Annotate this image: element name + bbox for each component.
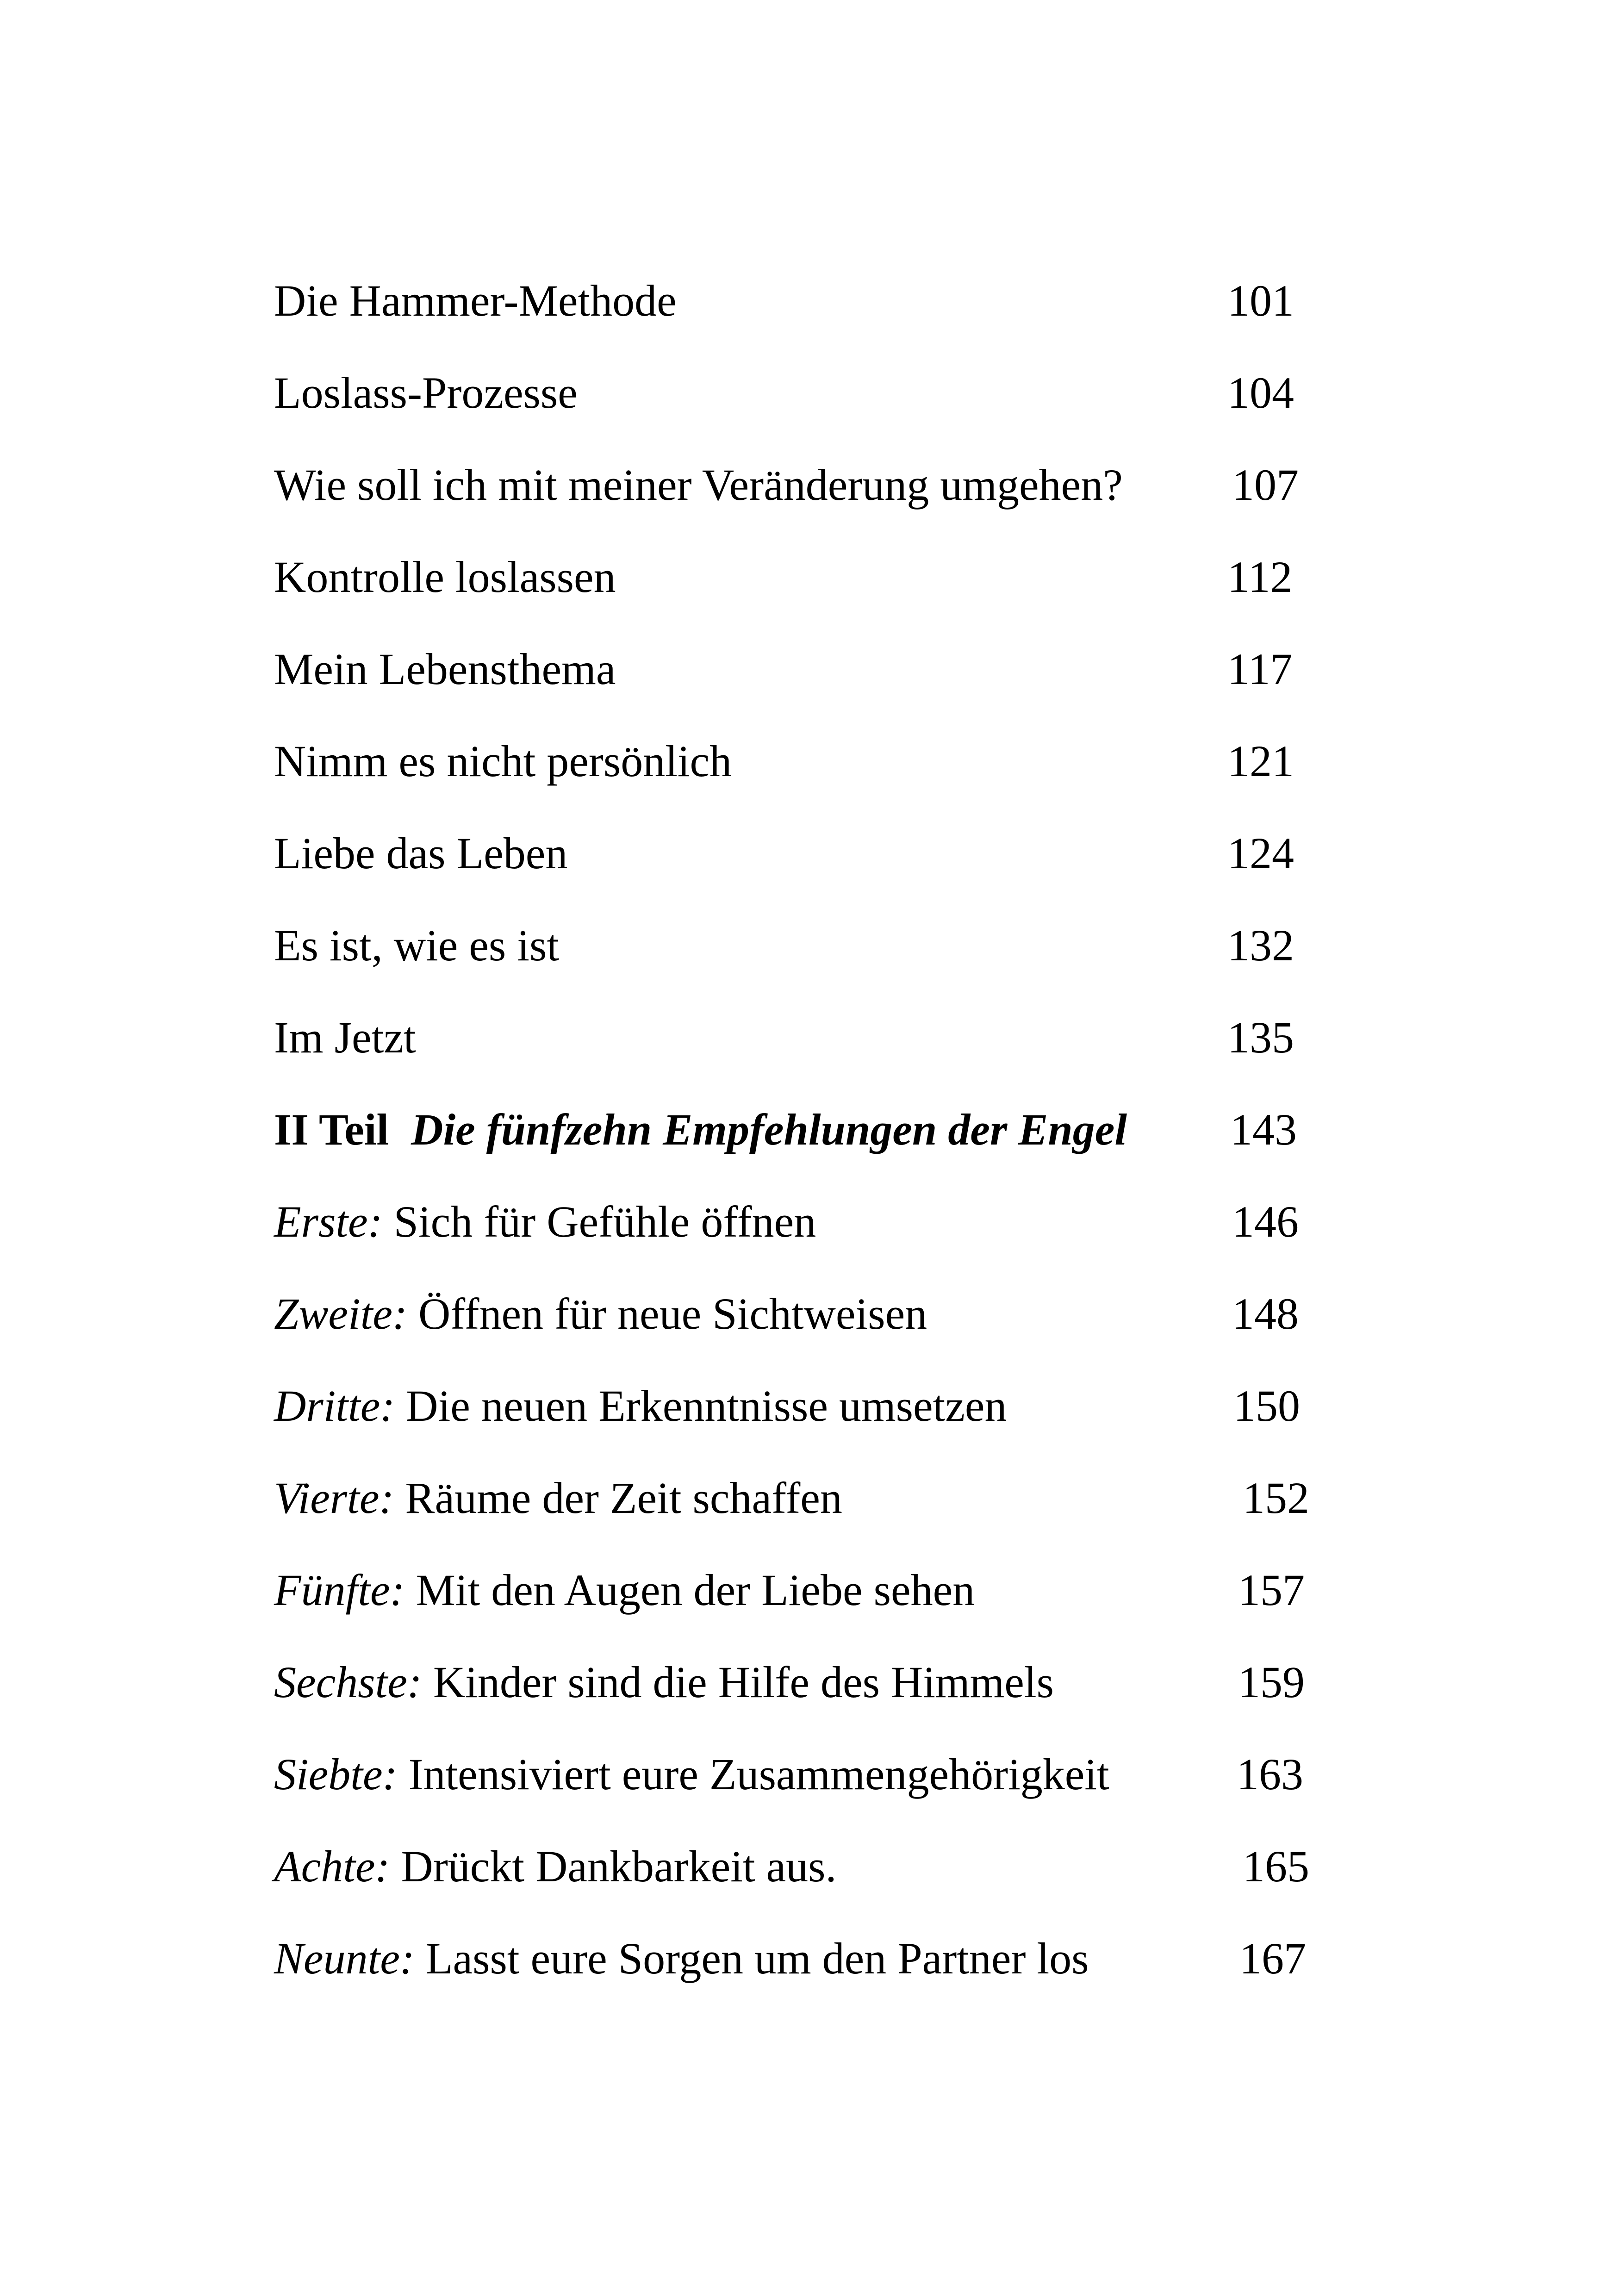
toc-entry	[0, 1360, 1618, 1452]
entry-text	[274, 1360, 1007, 1452]
page-number: 143	[1230, 1105, 1297, 1154]
entry-title: Liebe das Leben	[274, 828, 568, 878]
entry-title: Nimm es nicht persönlich	[274, 736, 732, 786]
toc-entry	[0, 347, 1618, 439]
entry-title: Sich für Gefühle öffnen	[393, 1197, 816, 1246]
toc-entry	[0, 255, 1618, 347]
entry-title: Mein Lebensthema	[274, 644, 616, 694]
page-number: 101	[1227, 276, 1294, 325]
ordinal-label: Neunte:	[274, 1934, 415, 1983]
part-label: II Teil	[274, 1105, 389, 1154]
entry-title: Lasst eure Sorgen um den Partner los	[425, 1934, 1089, 1983]
entry-text	[274, 1912, 1089, 2005]
entry-title: Im Jetzt	[274, 1013, 416, 1062]
toc-entry	[0, 991, 1618, 1084]
ordinal-label: Achte:	[274, 1842, 390, 1891]
page-number: 150	[1233, 1381, 1300, 1431]
toc-entry	[0, 1636, 1618, 1729]
entry-text	[274, 1820, 837, 1913]
ordinal-label: Zweite:	[274, 1289, 407, 1338]
toc-entry	[0, 1820, 1618, 1913]
entry-title: Mit den Augen der Liebe sehen	[416, 1565, 975, 1615]
page-number: 104	[1227, 368, 1294, 417]
page-number: 132	[1227, 921, 1294, 970]
part-heading-text	[274, 1083, 1127, 1176]
entry-title: Kinder sind die Hilfe des Himmels	[433, 1657, 1054, 1707]
toc-entry	[0, 899, 1618, 992]
entry-title: Loslass-Prozesse	[274, 368, 578, 417]
toc-entry	[0, 439, 1618, 531]
entry-title: Die neuen Erkenntnisse umsetzen	[406, 1381, 1007, 1431]
toc-entry	[0, 1912, 1618, 2005]
page-number: 157	[1238, 1565, 1305, 1615]
entry-title: Intensiviert eure Zusammengehörigkeit	[408, 1749, 1109, 1799]
entry-title: Die Hammer-Methode	[274, 276, 677, 325]
entry-title: Es ist, wie es ist	[274, 921, 559, 970]
toc-entry	[0, 531, 1618, 623]
page-number: 159	[1238, 1657, 1305, 1707]
part-heading	[0, 1083, 1618, 1176]
entry-title: Räume der Zeit schaffen	[405, 1473, 842, 1523]
page-number: 167	[1239, 1934, 1306, 1983]
page-number: 163	[1237, 1749, 1303, 1799]
entry-text	[274, 1176, 816, 1268]
entry-text	[274, 1452, 842, 1544]
page-number: 124	[1227, 828, 1294, 878]
page-number: 107	[1232, 460, 1299, 510]
entry-title: Öffnen für neue Sichtweisen	[418, 1289, 927, 1338]
entry-text	[274, 1268, 927, 1360]
toc-entry	[0, 1452, 1618, 1544]
page-number: 112	[1227, 552, 1293, 602]
part-title: Die fünfzehn Empfehlungen der Engel	[411, 1105, 1127, 1154]
toc-entry	[0, 1544, 1618, 1636]
entry-text	[274, 1636, 1054, 1729]
page-number: 148	[1232, 1289, 1299, 1338]
page-number: 135	[1227, 1013, 1294, 1062]
toc-entry	[0, 807, 1618, 900]
page-number: 121	[1227, 736, 1294, 786]
page-number: 117	[1227, 644, 1293, 694]
toc-entry	[0, 1728, 1618, 1821]
toc-entry	[0, 1176, 1618, 1268]
entry-title: Drückt Dankbarkeit aus.	[401, 1842, 837, 1891]
entry-title: Wie soll ich mit meiner Veränderung umgehen?	[274, 460, 1123, 510]
page-number: 165	[1243, 1842, 1309, 1891]
ordinal-label: Sechste:	[274, 1657, 422, 1707]
ordinal-label: Siebte:	[274, 1749, 398, 1799]
entry-title: Kontrolle loslassen	[274, 552, 616, 602]
toc-entry	[0, 715, 1618, 808]
ordinal-label: Erste:	[274, 1197, 383, 1246]
ordinal-label: Dritte:	[274, 1381, 395, 1431]
ordinal-label: Fünfte:	[274, 1565, 405, 1615]
page-number: 152	[1243, 1473, 1309, 1523]
toc-entry	[0, 623, 1618, 716]
entry-text	[274, 1728, 1109, 1821]
toc-entry	[0, 1268, 1618, 1360]
page-number: 146	[1232, 1197, 1299, 1246]
entry-text	[274, 1544, 975, 1636]
ordinal-label: Vierte:	[274, 1473, 394, 1523]
